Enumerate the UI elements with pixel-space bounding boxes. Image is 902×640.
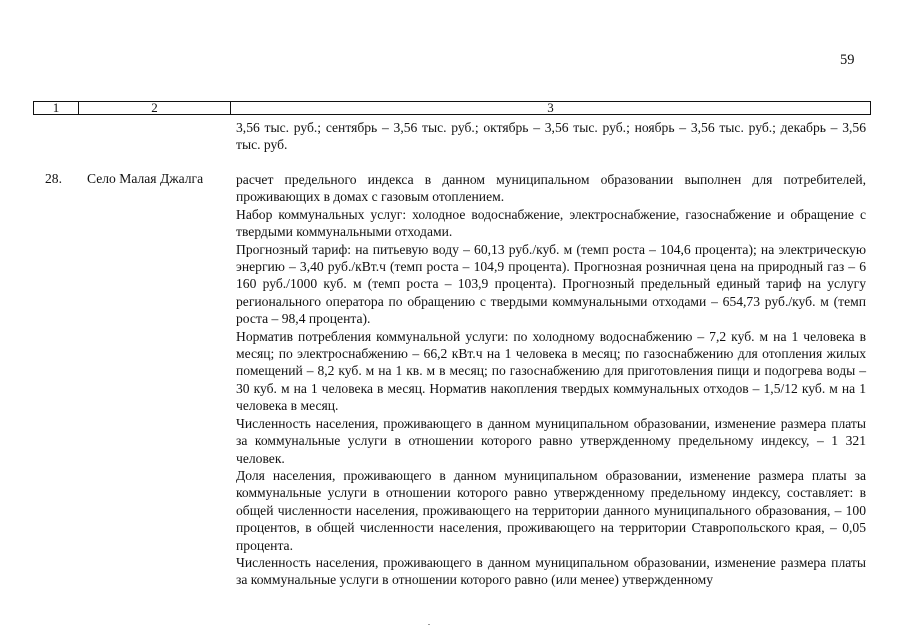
row-description [236,171,866,589]
row-number: 28. [45,171,62,186]
paragraph-population-count: Численность населения, проживающего в данном муниципальном образовании, изменение размера платы за коммунальные услуги в отношении которого равно утвержденному предельному индексу, – 1 321 человек. [236,415,866,466]
paragraph-consumption-norm: Норматив потребления коммунальной услуги: по холодному водоснабжению – 7,2 куб. м на 1 человека в месяц; по электроснабжению – 66,2 кВт.ч на 1 человека в месяц; по газоснабжению для отопления жилых помещений – 8,2 куб. м на 1 кв. м в месяц; по газоснабжению для приготовления пищи и подогрева воды – 30 куб. м на 1 человека в месяц. Норматив накопления твердых коммунальных отходов – 1,5/12 куб. м на 1 человека в месяц. [236,328,866,414]
column-header-3: 3 [547,100,554,115]
continuation-paragraph: 3,56 тыс. руб.; сентябрь – 3,56 тыс. руб.; октябрь – 3,56 тыс. руб.; ноябрь – 3,56 тыс. руб.; декабрь – 3,56 тыс. руб. [236,120,866,153]
column-header-1: 1 [34,102,79,114]
scan-speck [428,624,430,625]
paragraph-forecast-tariff: Прогнозный тариф: на питьевую воду – 60,13 руб./куб. м (темп роста – 104,6 процента); на электрическую энергию – 3,40 руб./кВт.ч (темп роста – 104,9 процента). Прогнозная розничная цена на природный газ – 6 160 руб./1000 куб. м (темп роста – 103,9 процента). Прогнозный предельный единый тариф на услугу регионального оператора по обращению с твердыми коммунальными отходами – 654,73 руб./куб. м (темп роста – 98,4 процента). [236,241,866,327]
settlement-name: Село Малая Джалга [87,171,204,186]
page-number: 59 [840,52,855,68]
paragraph-population-share: Доля населения, проживающего в данном муниципальном образовании, изменение размера платы за коммунальные услуги в отношении которого равно утвержденному предельному индексу, составляет: в общей численности населения, проживающего на территории данного муниципального образования, – 100 процентов, в общей численности населения, проживающего на территории Ставропольского края, – 0,05 процента. [236,467,866,553]
paragraph-index-calculation: расчет предельного индекса в данном муниципальном образовании выполнен для потребителей, проживающих в домах с газовым отоплением. [236,172,866,205]
table-header-row [33,101,871,115]
paragraph-population-count-continued: Численность населения, проживающего в данном муниципальном образовании, изменение размера платы за коммунальные услуги в отношении которого равно (или менее) утвержденному [236,554,866,588]
continuation-text [236,119,866,154]
column-header-2: 2 [79,102,231,114]
paragraph-service-set: Набор коммунальных услуг: холодное водоснабжение, электроснабжение, газоснабжение и обращение с твердыми коммунальными отходами. [236,206,866,240]
